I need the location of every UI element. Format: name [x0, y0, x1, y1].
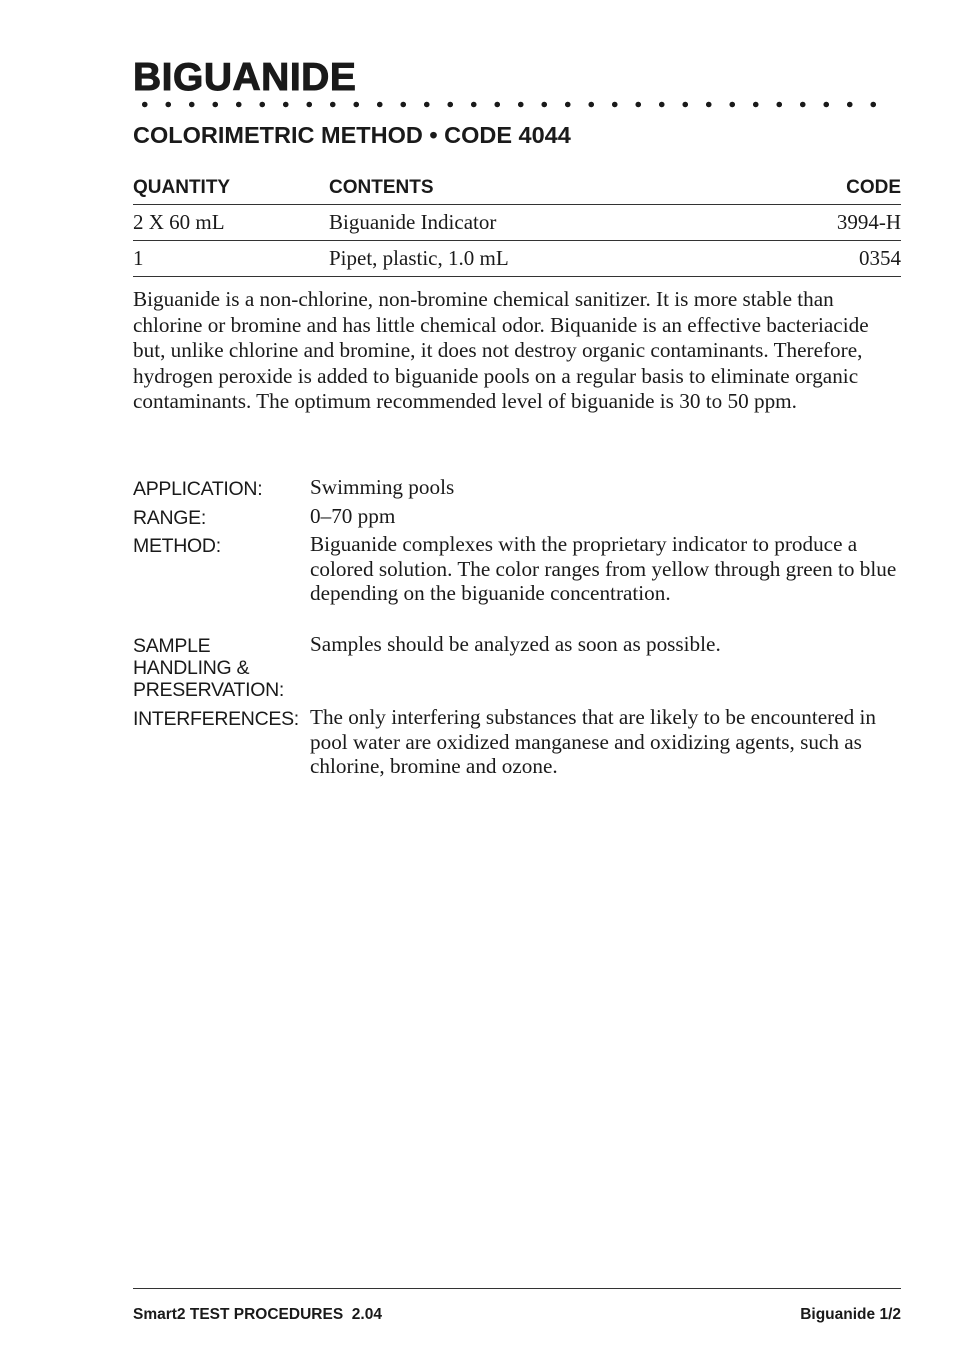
spec-application [133, 475, 903, 504]
footer-divider [133, 1288, 901, 1289]
spec-label: INTERFERENCES: [133, 708, 299, 730]
spec-value: 0–70 ppm [310, 504, 396, 528]
column-header-quantity: QUANTITY [133, 174, 329, 205]
cell-quantity: 1 [133, 241, 329, 277]
specs-list [133, 475, 903, 779]
spec-label-line: PRESERVATION: [133, 679, 285, 701]
spec-sample-handling [133, 632, 903, 705]
table-header-row [133, 174, 901, 205]
cell-code: 0354 [750, 241, 901, 277]
cell-contents: Pipet, plastic, 1.0 mL [329, 241, 750, 277]
column-header-code: CODE [750, 174, 901, 205]
table-row [133, 205, 901, 241]
spec-label: APPLICATION: [133, 478, 263, 500]
spec-value: Swimming pools [310, 475, 455, 499]
contents-table [133, 174, 901, 277]
spec-range [133, 504, 903, 532]
spec-value: Samples should be analyzed as soon as possible. [310, 632, 721, 656]
intro-paragraph: Biguanide is a non-chlorine, non-bromine chemical sanitizer. It is more stable than chlorine or bromine and has little chemical odor. Biquanide is an effective bacteriacide but, unlike chlorine and bromine, it does not destroy organic contaminants. Therefore, hydrogen peroxide is added to biguanide pools on a regular basis to eliminate organic contaminants. The optimum recommended level of biguanide is 30 to 50 ppm. [133, 287, 869, 413]
footer-page-number: Biguanide 1/2 [800, 1306, 901, 1323]
spec-interferences [133, 705, 903, 779]
spec-label [133, 632, 310, 705]
footer-document-name: Smart2 TEST PROCEDURES 2.04 [133, 1306, 382, 1323]
spec-value: Biguanide complexes with the proprietary indicator to produce a colored solution. The color ranges from yellow through green to blue depending on the biguanide concentration. [310, 532, 897, 605]
spec-label-line: SAMPLE [133, 635, 211, 657]
spec-method [133, 532, 903, 632]
spec-label-line: HANDLING & [133, 657, 250, 679]
spec-label: RANGE: [133, 507, 206, 529]
cell-contents: Biguanide Indicator [329, 205, 750, 241]
page-title: BIGUANIDE [133, 56, 357, 99]
column-header-contents: CONTENTS [329, 174, 750, 205]
method-subtitle: COLORIMETRIC METHOD • CODE 4044 [133, 122, 571, 148]
cell-code: 3994-H [750, 205, 901, 241]
spec-label: METHOD: [133, 535, 221, 557]
cell-quantity: 2 X 60 mL [133, 205, 329, 241]
dotted-divider [133, 101, 885, 108]
table-row [133, 241, 901, 277]
spec-value: The only interfering substances that are likely to be encountered in pool water are oxidized manganese and oxidizing agents, such as chlorine, bromine and ozone. [310, 705, 876, 778]
